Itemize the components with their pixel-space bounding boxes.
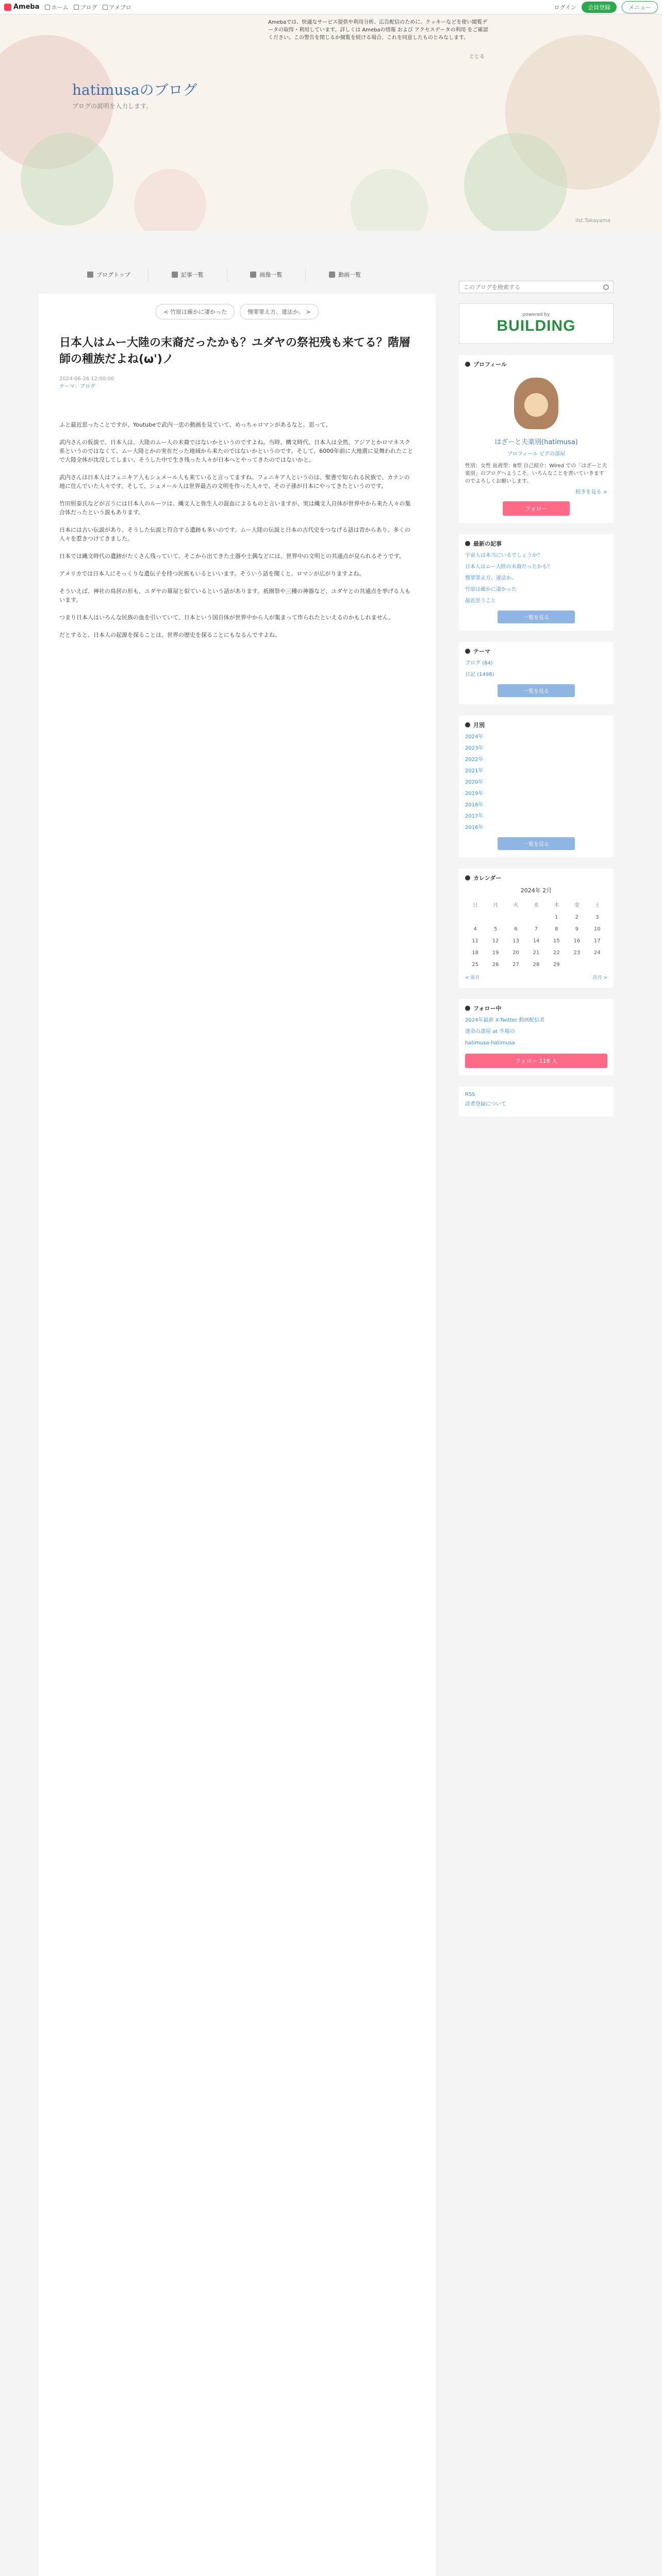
header-credit: ilst.Takayama (575, 218, 610, 224)
nav-video-list[interactable]: 動画一覧 (306, 268, 384, 281)
calendar-day[interactable]: 4 (473, 926, 477, 932)
article-body (59, 420, 415, 639)
theme-icon (465, 649, 470, 654)
calendar-widget (459, 869, 614, 988)
calendar-next-link[interactable]: 次月 > (592, 975, 607, 980)
topbar-link-home[interactable]: ホーム (45, 3, 69, 11)
header-decoration (464, 133, 567, 231)
calendar-day (485, 911, 505, 923)
calendar-day (526, 911, 546, 923)
calendar-day[interactable]: 28 (533, 962, 540, 968)
calendar-day[interactable]: 5 (493, 926, 498, 932)
widget-heading: 最新の記事 (465, 539, 607, 552)
calendar-day (506, 911, 526, 923)
calendar-day[interactable]: 23 (573, 950, 581, 956)
article-date: 2024-06-26 12:00:00 (59, 376, 114, 382)
calendar-day[interactable]: 16 (573, 938, 581, 944)
archive-icon (465, 722, 470, 727)
recent-article-link[interactable]: 慢罪罪え方、違法か。 (465, 575, 517, 581)
calendar-day[interactable]: 2 (575, 914, 578, 920)
follow-button[interactable]: フォロー (503, 501, 570, 516)
search-icon[interactable] (603, 284, 609, 290)
home-icon (87, 272, 93, 278)
ameba-logo-icon (4, 4, 11, 11)
calendar-day[interactable]: 14 (533, 938, 540, 944)
calendar-day[interactable]: 19 (492, 950, 499, 956)
search-input[interactable] (464, 284, 603, 291)
article-paragraph: つまり日本人はいろんな民族の血を引いていて、日本という国自体が世界中から人が集まって作られたといえるのかもしれません。 (59, 614, 394, 621)
recent-more-button[interactable]: 一覧を見る (498, 611, 575, 623)
calendar-day[interactable]: 8 (555, 926, 558, 932)
avatar[interactable] (514, 378, 558, 429)
article-title[interactable]: 日本人はムー大陸の末裔だったかも？ユダヤの祭祀残も来てる？階層師の種族だよね(ω')ノ (59, 336, 410, 366)
article (39, 319, 436, 664)
calendar-day (567, 959, 587, 971)
recent-article-link[interactable]: 竹原は確かに凄かった (465, 587, 517, 592)
calendar-day (587, 959, 607, 971)
calendar-day[interactable]: 13 (512, 938, 519, 944)
calendar-day[interactable]: 21 (533, 950, 540, 956)
article-meta (59, 376, 415, 389)
profile-widget (459, 355, 614, 523)
widget-heading: 月別 (465, 721, 607, 733)
article-icon (465, 541, 470, 546)
following-count-button[interactable]: フォロー 118 人 (465, 1054, 607, 1068)
ameba-logo[interactable]: Ameba (4, 3, 40, 11)
calendar-weekday: 日 (472, 903, 478, 908)
recent-article-link[interactable]: 日本人はムー大陸の末裔だったかも？ (465, 564, 553, 570)
calendar-day[interactable]: 10 (593, 926, 601, 932)
recent-article-link[interactable]: 最近思うこと (465, 598, 496, 604)
ad-brand: BUILDING (496, 317, 576, 334)
theme-widget (459, 642, 614, 704)
calendar-day[interactable]: 3 (595, 914, 599, 920)
home-icon (45, 5, 50, 10)
calendar-weekday: 木 (554, 903, 559, 908)
archive-link[interactable]: 2016年 (465, 825, 484, 831)
topbar-link-blog[interactable]: ブログ (74, 3, 97, 11)
header-decoration (21, 133, 113, 226)
archive-link[interactable]: 2017年 (465, 814, 484, 819)
following-widget (459, 999, 614, 1075)
prev-article-link[interactable]: < 竹原は確かに凄かった (156, 304, 235, 319)
calendar-day[interactable]: 12 (492, 938, 499, 944)
archive-more-button[interactable]: 一覧を見る (498, 837, 575, 850)
blog-nav (70, 268, 384, 281)
cookie-notice (268, 19, 490, 62)
widget-heading: フォロー中 (465, 1004, 607, 1016)
video-icon (329, 272, 335, 278)
header-decoration (351, 169, 428, 231)
cookie-notice-text: Amebaでは、快適なサービス提供や利用分析、広告配信のために、クッキーなどを使い閲覧データの取得・利用しています。詳しくは Amebaの情報 および アクセスデータの利用 をご確認ください。この警告を閉じるか閲覧を続ける場合、これを同意したものとみなします。 (268, 20, 488, 41)
calendar-day[interactable]: 6 (514, 926, 518, 932)
calendar-weekday: 金 (574, 903, 580, 908)
calendar-day[interactable]: 27 (512, 962, 519, 968)
blog-search (459, 281, 614, 293)
article-pager (39, 294, 436, 319)
recent-article-link[interactable]: 宇宙人は本当にいるでしょうか？ (465, 553, 542, 558)
menu-button[interactable]: メニュー (622, 1, 658, 13)
ad-banner[interactable] (459, 303, 614, 344)
main-content (39, 294, 436, 2576)
calendar-day[interactable]: 15 (553, 938, 560, 944)
following-link[interactable]: 運命の部屋 at 冬場の (465, 1029, 515, 1035)
profile-more-link[interactable]: 続きを見る > (575, 489, 607, 495)
article-paragraph: ふと最近思ったことですが、Youtubeで武内一忠の動画を見ていて、めっちゃロマンがあるなと。思って。 (59, 421, 332, 428)
following-link[interactable]: hatimusa-hatimusa (465, 1040, 515, 1046)
profile-icon (465, 362, 470, 367)
login-link[interactable]: ログイン (554, 4, 576, 11)
calendar-day[interactable]: 24 (593, 950, 601, 956)
profile-links[interactable]: プロフィール ピグの部屋 (507, 451, 566, 457)
calendar-weekday: 火 (513, 903, 519, 908)
sidebar (459, 281, 614, 1116)
calendar-weekday: 水 (533, 903, 539, 908)
nav-blog-top[interactable]: ブログトップ (70, 268, 148, 281)
register-button[interactable]: 会員登録 (582, 2, 617, 13)
article-paragraph: 日本では縄文時代の遺跡がたくさん残っていて、そこから出てきた土器や土偶などには、世界中の文明との共通点が見られるそうです。 (59, 553, 405, 560)
following-link[interactable]: 2024年最新 X-Twitter 動画配信者 (465, 1018, 545, 1023)
blog-subtitle: ブログの説明を入力します。 (72, 103, 153, 110)
theme-link[interactable]: ブログ (84) (465, 660, 493, 666)
blog-title-box (72, 79, 211, 115)
archive-link[interactable]: 2020年 (465, 779, 484, 785)
ad-powered-by: powered by (522, 312, 550, 317)
calendar-day (465, 911, 485, 923)
nav-article-list[interactable]: 記事一覧 (148, 268, 227, 281)
article-paragraph: アメリカでは日本人にそっくりな遺伝子を持つ民族もいるといいます。そういう話を聞くと、ロマンが広がりますよね。 (59, 570, 365, 577)
blog-icon (74, 5, 79, 10)
calendar-day[interactable]: 11 (472, 938, 479, 944)
rss-link[interactable]: RSS (465, 1092, 475, 1097)
profile-name[interactable]: はざーと夫楽別(hatimusa) (494, 438, 578, 446)
ameblo-icon (103, 5, 108, 10)
rss-widget (459, 1087, 614, 1116)
article-paragraph: 竹田恒泰氏などが言うには日本人のルーツは、縄文人と弥生人の混血によるものと言いますが、実は縄文人自体が世界中から来た人々の集合体だったという説もあります。 (59, 500, 411, 516)
calendar-day[interactable]: 9 (575, 926, 578, 932)
article-paragraph: 武内さんの仮説で、日本人は、大陸のムー人の末裔ではないかというのですよね。当時、構文時代、日本人は全然、アジアとかロマネスク系というのではなくて、ムー大陸とかの実在だった地域から来たのではないかというのです。そして、6000年前に大地震に見舞われたことで大陸全体が沈没してしまい、そうした中で生き残った人々が日本へとやってきたのではないかと。 (59, 439, 413, 463)
image-icon (250, 272, 256, 278)
calendar-day[interactable]: 18 (472, 950, 479, 956)
calendar-day[interactable]: 20 (512, 950, 519, 956)
calendar-day[interactable]: 29 (553, 962, 560, 968)
archive-link[interactable]: 2023年 (465, 745, 484, 751)
archive-link[interactable]: 2019年 (465, 791, 484, 796)
archive-link[interactable]: 2022年 (465, 757, 484, 762)
widget-heading: カレンダー (465, 874, 607, 886)
topbar-link-ameblo[interactable]: アメブロ (103, 3, 131, 11)
blog-title[interactable]: hatimusaのブログ (72, 81, 197, 98)
archive-widget (459, 716, 614, 857)
calendar-day[interactable]: 26 (492, 962, 499, 968)
theme-more-button[interactable]: 一覧を見る (498, 684, 575, 697)
calendar-prev-link[interactable]: < 前月 (465, 975, 480, 980)
widget-heading: プロフィール (465, 360, 607, 372)
article-paragraph: 武内さんは日本人はフェニキア人もシュメール人も来ていると言ってますね。フェニキア人というのは、聖書で知られる民族で、カナンの地に住んでいた人々です。そして、シュメール人は世界最古の文明を作った人々で、その子孫が日本にやってきたというのです。 (59, 474, 410, 489)
calendar-day[interactable]: 7 (534, 926, 538, 932)
article-theme-link[interactable]: テーマ：ブログ (59, 384, 95, 389)
widget-heading: テーマ (465, 647, 607, 659)
header-decoration (134, 169, 206, 231)
next-article-link[interactable]: 慢罪罪え方、違法か。 > (240, 304, 319, 319)
calendar-month: 2024年 2月 (520, 887, 552, 894)
nav-image-list[interactable]: 画像一覧 (227, 268, 306, 281)
recent-articles-widget (459, 534, 614, 631)
calendar-day[interactable]: 1 (555, 914, 558, 920)
profile-description: 性別：女性 血液型：B型 自己紹介：Wired での「はざーと夫楽別」のブログへようこそ。いろんなことを書いていきますのでよろしくお願いします。 (465, 463, 607, 484)
archive-link[interactable]: 2018年 (465, 802, 484, 808)
cookie-notice-close-button[interactable]: とじる (469, 54, 485, 60)
theme-link[interactable]: 日記 (1498) (465, 672, 494, 677)
global-topbar (0, 0, 662, 14)
article-paragraph: 日本には古い伝説があり、そうした伝説と符合する遺跡も多いのです。ムー大陸の伝説と日本の古代史をつなげる話は昔からあり、多くの人々を惹きつけてきました。 (59, 527, 410, 542)
archive-link[interactable]: 2021年 (465, 768, 484, 774)
calendar-icon (465, 875, 470, 880)
reader-register-link[interactable]: 読者登録について (465, 1101, 506, 1107)
article-paragraph: そういえば、神社の鳥居の形も、ユダヤの幕屋と似ているという話があります。祇園祭や三種の神器など、ユダヤとの共通点を挙げる人もいます。 (59, 588, 411, 603)
calendar-day[interactable]: 17 (593, 938, 601, 944)
calendar-day[interactable]: 22 (553, 950, 560, 956)
calendar-weekday: 土 (594, 903, 600, 908)
article-paragraph: だとすると、日本人の起源を探ることは、世界の歴史を探ることにもなるんですよね。 (59, 632, 280, 638)
calendar-day[interactable]: 25 (472, 962, 479, 968)
calendar-table (465, 897, 607, 971)
calendar-weekday: 月 (493, 903, 499, 908)
list-icon (172, 272, 178, 278)
archive-link[interactable]: 2024年 (465, 734, 484, 740)
following-icon (465, 1006, 470, 1011)
